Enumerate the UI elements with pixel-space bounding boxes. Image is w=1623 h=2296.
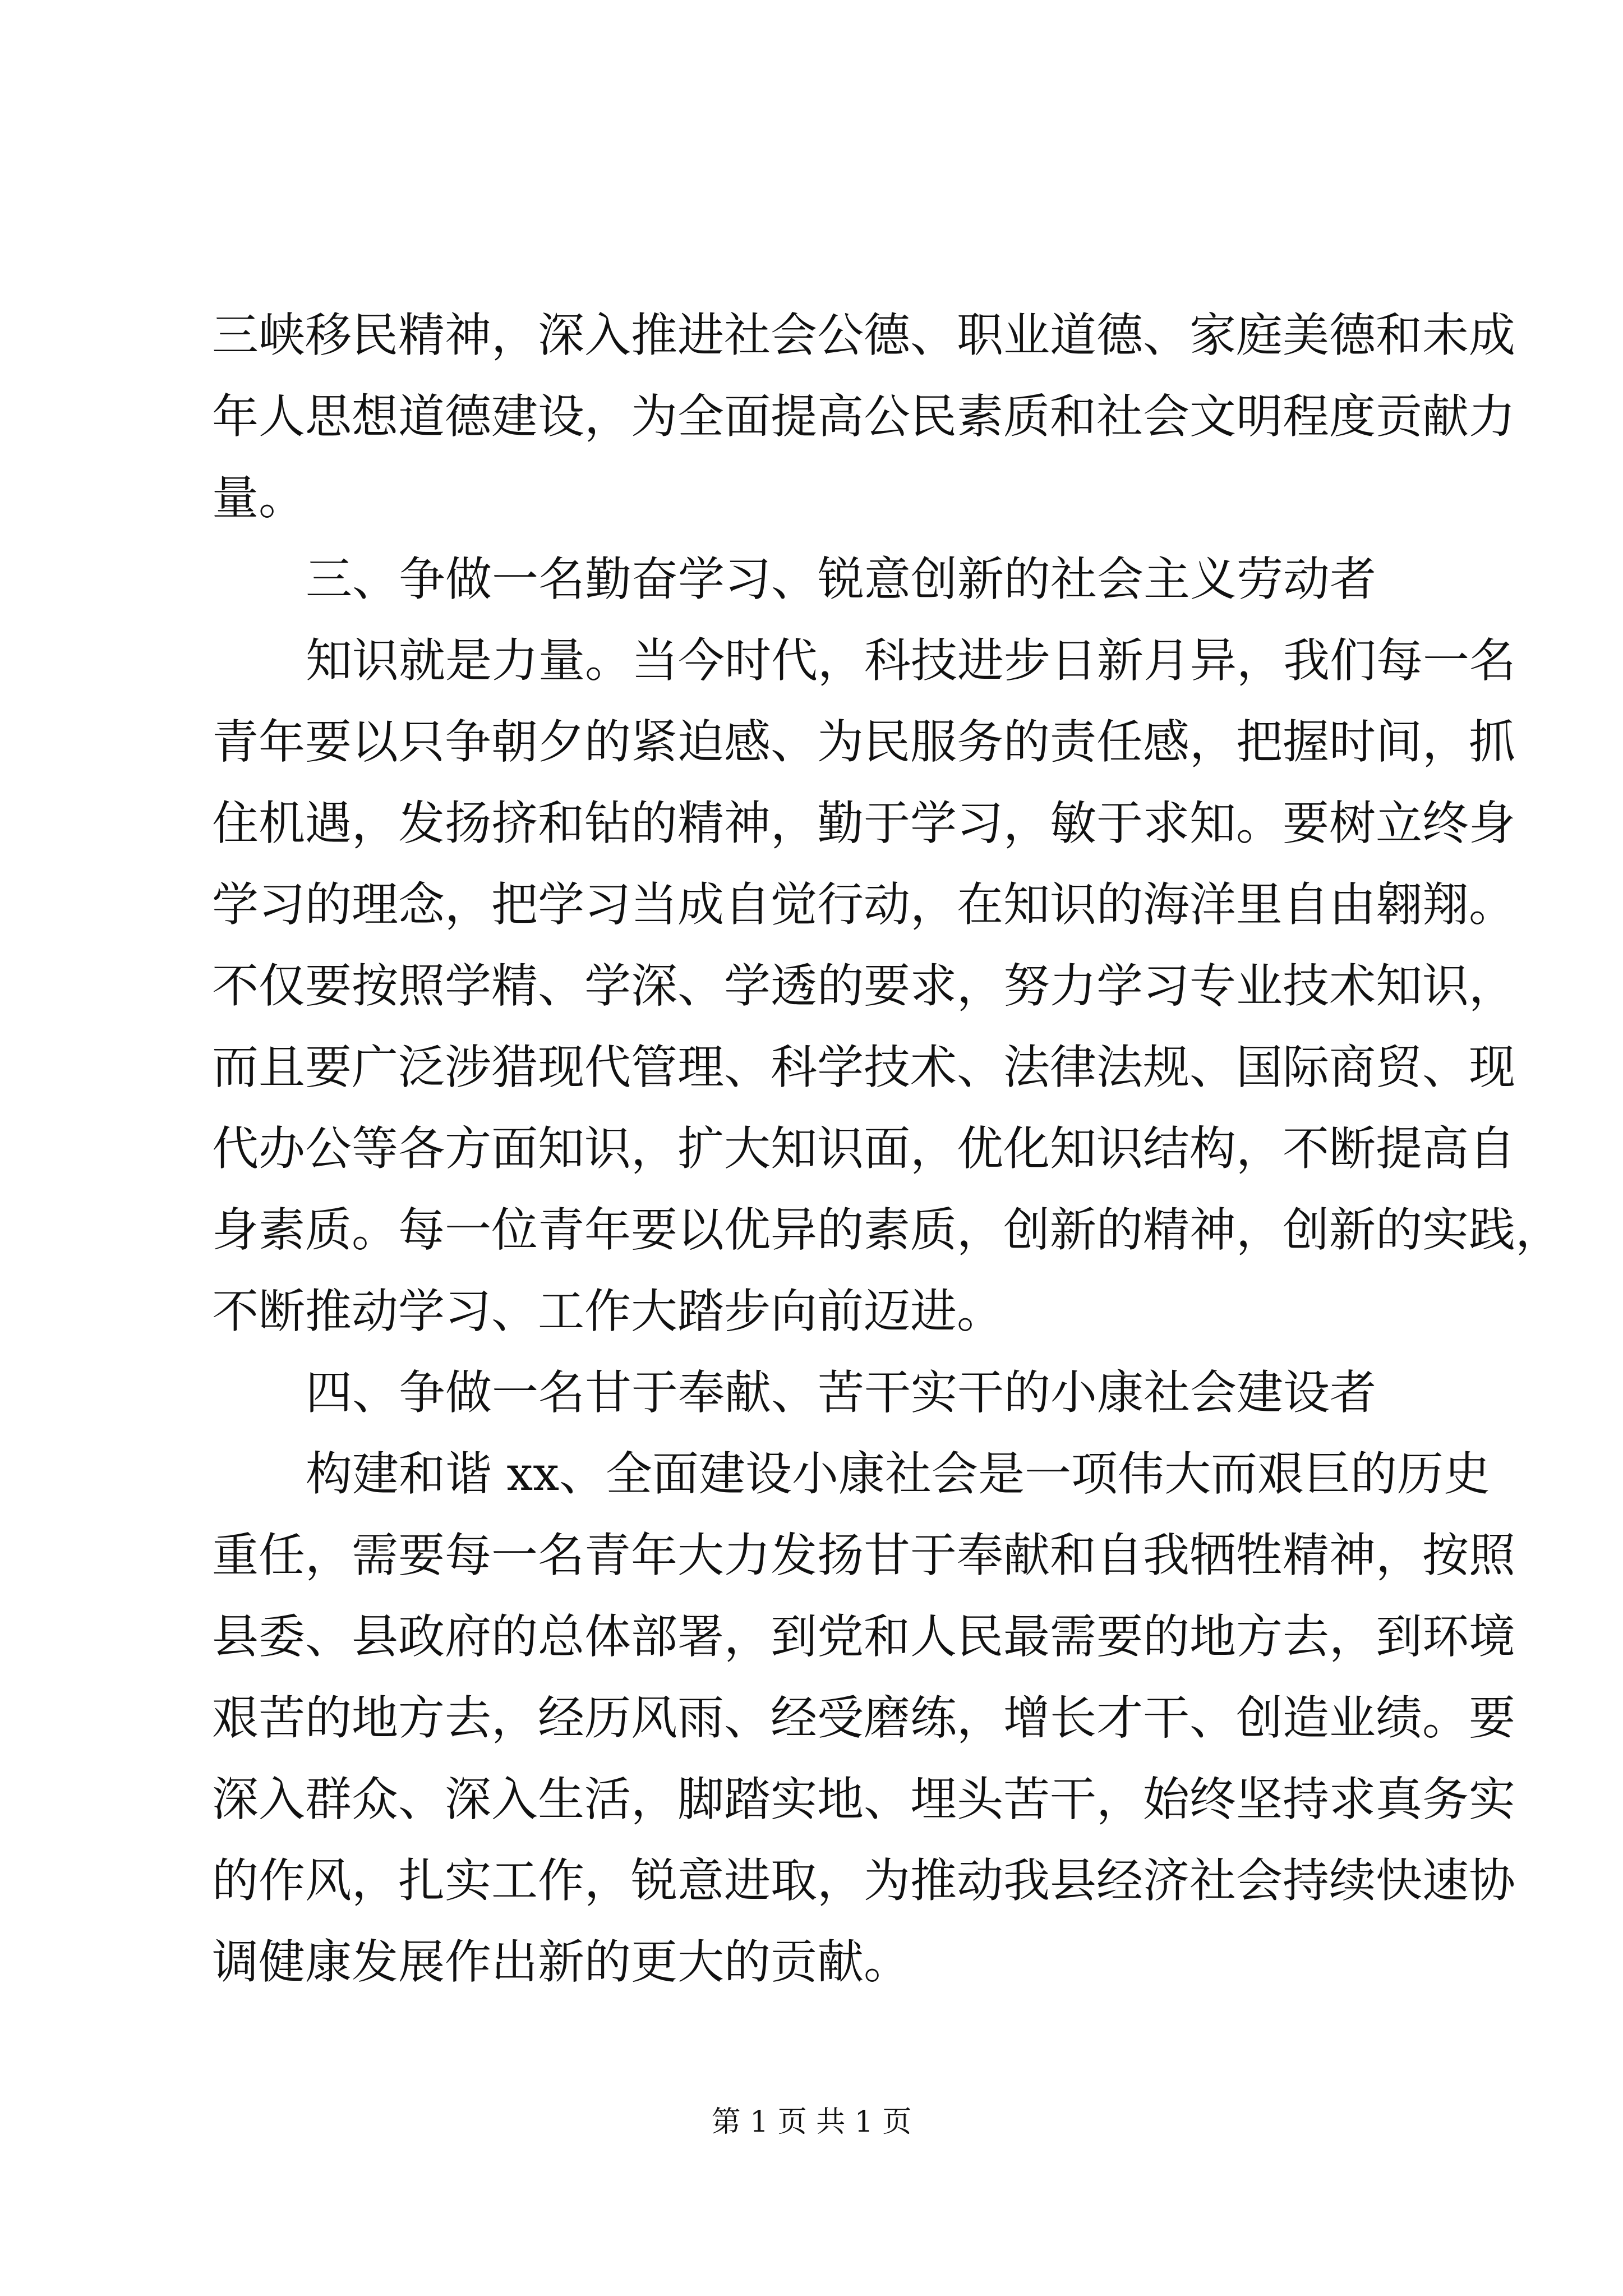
text-line: 的作风，扎实工作，锐意进取，为推动我县经济社会持续快速协 bbox=[212, 1853, 1515, 1908]
text-line: 住机遇，发扬挤和钻的精神，勤于学习，敏于求知。要树立终身 bbox=[212, 796, 1515, 850]
text-line: 知识就是力量。当今时代，科技进步日新月异，我们每一名 bbox=[306, 633, 1516, 688]
text-line: 县委、县政府的总体部署，到党和人民最需要的地方去，到环境 bbox=[212, 1609, 1515, 1664]
text-line: 学习的理念，把学习当成自觉行动，在知识的海洋里自由翱翔。 bbox=[212, 877, 1515, 932]
text-line: 重任，需要每一名青年大力发扬甘于奉献和自我牺牲精神，按照 bbox=[212, 1528, 1515, 1582]
text-line: 身素质。每一位青年要以优异的素质，创新的精神，创新的实践， bbox=[212, 1203, 1562, 1257]
text-line: 深入群众、深入生活，脚踏实地、埋头苦干，始终坚持求真务实 bbox=[212, 1772, 1515, 1826]
text-line: 不仅要按照学精、学深、学透的要求，努力学习专业技术知识， bbox=[212, 959, 1515, 1013]
text-line: 代办公等各方面知识，扩大知识面，优化知识结构，不断提高自 bbox=[212, 1121, 1515, 1176]
page-footer: 第 1 页 共 1 页 bbox=[711, 2105, 912, 2139]
text-line: 调健康发展作出新的更大的贡献。 bbox=[212, 1935, 910, 1989]
text-line: 艰苦的地方去，经历风雨、经受磨练，增长才干、创造业绩。要 bbox=[212, 1691, 1515, 1745]
text-line: 青年要以只争朝夕的紧迫感、为民服务的责任感，把握时间，抓 bbox=[212, 715, 1515, 769]
text-line: 年人思想道德建设，为全面提高公民素质和社会文明程度贡献力 bbox=[212, 389, 1515, 444]
text-line: 三峡移民精神，深入推进社会公德、职业道德、家庭美德和未成 bbox=[212, 308, 1515, 362]
section-heading-3: 三、争做一名勤奋学习、锐意创新的社会主义劳动者 bbox=[306, 552, 1376, 606]
text-line: 构建和谐 xx、全面建设小康社会是一项伟大而艰巨的历史 bbox=[306, 1447, 1490, 1501]
section-heading-4: 四、争做一名甘于奉献、苦干实干的小康社会建设者 bbox=[306, 1365, 1376, 1420]
text-line: 量。 bbox=[212, 471, 305, 525]
text-line: 不断推动学习、工作大踏步向前迈进。 bbox=[212, 1284, 1003, 1338]
text-line: 而且要广泛涉猎现代管理、科学技术、法律法规、国际商贸、现 bbox=[212, 1040, 1515, 1094]
